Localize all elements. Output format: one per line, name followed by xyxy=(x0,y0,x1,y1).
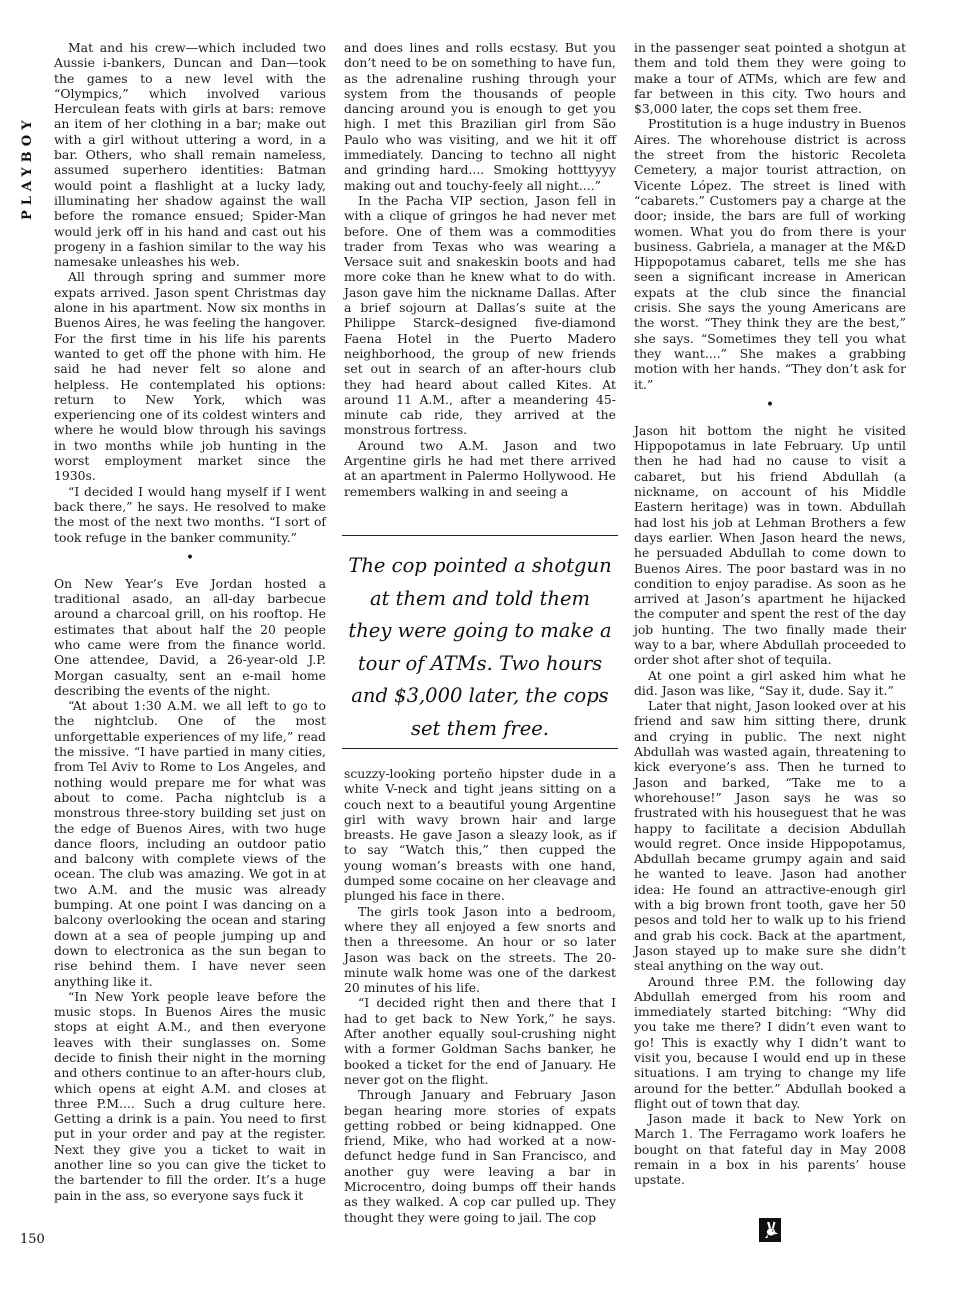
paragraph: In the Pacha VIP section, Jason fell in with a clique of gringos he had never met before. One of them was a commodities trader from Texas who was wearing a Versace suit and snakeskin boots and had more coke than he knew what to do with. Jason gave him the nickname Dallas. After a brief sojourn at Dallas’s suite at the Philippe Starck–designed five-diamond Faena Hotel in the Puerto Madero neighborhood, the group of new friends set out in search of an after-hours club they had heard about called Kites. At around 11 A.M., after a meandering 45-minute cab ride, they arrived at the monstrous fortress. xyxy=(344,192,616,438)
article-column-1 xyxy=(54,40,326,1203)
paragraph: On New Year’s Eve Jordan hosted a traditional asado, an all-day barbecue around a charcoal grill, on his rooftop. He estimates that about half the 20 people who came were from the finance world. One attendee, David, a 26-year-old J.P. Morgan casualty, sent an e-mail home describing the events of the night. xyxy=(54,575,326,698)
section-separator: • xyxy=(185,549,195,566)
article-column-3 xyxy=(634,40,906,1188)
paragraph: Jason made it back to New York on March 1. The Ferragamo work loafers he bought on that fateful day in May 2008 remain in a box in his parents’ house upstate. xyxy=(634,1111,906,1188)
paragraph: At one point a girl asked him what he did. Jason was like, “Say it, dude. Say it.” xyxy=(634,667,906,698)
paragraph: “At about 1:30 A.M. we all left to go to the nightclub. One of the most unforgettable experiences of my life,” read the missive. “I have partied in many cities, from Tel Aviv to Rome to Los Angeles, and nothing would prepare me for what was about to come. Pacha nightclub is a monstrous three-story building set just on the edge of Buenos Aires, with two huge dance floors, including an outdoor patio and balcony with complete views of the ocean. The club was amazing. We got in at two A.M. and the music was already bumping. At one point I was dancing on a balcony overlooking the ocean and staring down at a sea of people jumping up and down to electronica as the sun began to rise behind them. I have never seen anything like it. xyxy=(54,698,326,989)
paragraph: Around three P.M. the following day Abdullah emerged from his room and immediately started bitching: “Why did you take me there? I didn’t even want to go! This is exactly why I didn’t want to visit you, because I would end up in these situations. I am trying to change my life around for the better.” Abdullah booked a flight out of town that day. xyxy=(634,973,906,1111)
paragraph: scuzzy-looking porteño hipster dude in a white V-neck and tight jeans sitting on a couch next to a beautiful young Argentine girl with wavy brown hair and large breasts. He gave Jason a sleazy look, as if to say “Watch this,” then cupped the young woman’s breasts with one hand, dumped some cocaine on her cleavage and plunged his face in there. xyxy=(344,766,616,904)
article-column-2-top xyxy=(344,40,616,499)
paragraph: Later that night, Jason looked over at his friend and saw him sitting there, drunk and crying in public. The next night Abdullah was wasted again, threatening to kick everyone’s ass. Then he turned to Jason and barked, “Take me to a whorehouse!” Jason says he was so frustrated with his houseguest that he was happy to facilitate a decision Abdullah would regret. Once inside Hippopotamus, Abdullah became grumpy again and said he wanted to leave. Jason had another idea: He found an attractive-enough girl with a big brown front tooth, gave her 50 pesos and told her to walk up to his friend and grab his cock. Back at the apartment, Jason stayed up to make sure she didn’t steal anything on the way out. xyxy=(634,698,906,974)
paragraph: The girls took Jason into a bedroom, where they all enjoyed a few snorts and then a threesome. An hour or so later Jason was back on the streets. The 20-minute walk home was one of the darkest 20 minutes of his life. xyxy=(344,903,616,996)
section-separator: • xyxy=(765,396,775,413)
paragraph: Mat and his crew—which included two Aussie i-bankers, Duncan and Dan—took the games to a new level with the “Olympics,” which involved various Herculean feats with girls at bars: remove an item of her clothing in a bar; make out with a girl without uttering a word, in a bar. Others, who shall remain nameless, assumed superhero identities: Batman would point a flashlight at a lucky lady, illuminating her shadow against the wall before the romance ensued; Spider-Man would jerk off in his hand and cast out his progeny in a fashion similar to the way his namesake unleashes his web. xyxy=(54,40,326,270)
magazine-name: PLAYBOY xyxy=(20,115,35,220)
page-number: 150 xyxy=(20,1232,45,1247)
paragraph: “In New York people leave before the music stops. In Buenos Aires the music stops at eight A.M., and then everyone leaves with their sunglasses on. Some decide to finish their night in the morning and others continue to an after-hours club, which opens at eight A.M. and closes at three P.M.... Such a drug culture here. Getting a drink is a pain. You need to first put in your order and pay at the register. Next they give you a ticket to wait in another line so you can give the ticket to the bartender to fill the order. It’s a huge pain in the ass, so everyone says fuck it xyxy=(54,988,326,1203)
paragraph: “I decided right then and there that I had to get back to New York,” he says. After another equally soul-crushing night with a former Goldman Sachs banker, he booked a ticket for the end of January. He never got on the flight. xyxy=(344,995,616,1087)
paragraph: Prostitution is a huge industry in Buenos Aires. The whorehouse district is across the street from the historic Recoleta Cemetery, a major tourist attraction, on Vicente López. The street is lined with “cabarets.” Customers pay a charge at the door; inside, the bars are full of working women. What you do from there is your business. Gabriela, a manager at the M&D Hippopotamus cabaret, tells me she has seen a significant increase in American expats at the club since the financial crisis. She says the young Americans are the worst. “They think they are the best,” she says. “Sometimes they tell you what they want....” She makes a grabbing motion with her hands. “They don’t ask for it.” xyxy=(634,116,906,392)
paragraph: Jason hit bottom the night he visited Hippopotamus in late February. Up until then he had had no cause to visit a cabaret, but his friend Abdullah (a nickname, on account of his Middle Eastern heritage) was in town. Abdullah had lost his job at Lehman Brothers a few days earlier. When Jason heard the news, he persuaded Abdullah to come down to Buenos Aires. The poor bastard was in no condition to enjoy paradise. As soon as he arrived at Jason’s apartment he hijacked the computer and spent the rest of the day job hunting. The two finally made their way to a bar, where Abdullah proceeded to order shot after shot of tequila. xyxy=(634,422,906,668)
paragraph: Around two A.M. Jason and two Argentine girls he had met there arrived at an apartment in Palermo Hollywood. He remembers walking in and seeing a xyxy=(344,437,616,499)
magazine-side-label xyxy=(16,40,40,230)
paragraph: “I decided I would hang myself if I went back there,” he says. He resolved to make the most of the next two months. “I sort of took refuge in the banker community.” xyxy=(54,483,326,545)
paragraph: and does lines and rolls ecstasy. But you don’t need to be on something to have fun, as the adrenaline rushing through your system from the thousands of people dancing around you is enough to get you high. I met this Brazilian girl from São Paulo who was visiting, and we hit it off immediately. Dancing to techno all night and grinding hard.... Smoking hotttyyyy making out and touchy-feely all night....” xyxy=(344,40,616,193)
paragraph: in the passenger seat pointed a shotgun at them and told them they were going to make a tour of ATMs, which are few and far between in this city. Two hours and $3,000 later, the cops set them free. xyxy=(634,40,906,117)
pull-quote: The cop pointed a shotgun at them and told them they were going to make a tour of ATMs. Two hours and $3,000 later, the cops set them free. xyxy=(342,535,618,749)
playboy-bunny-icon xyxy=(759,1218,781,1242)
article-column-2-bottom xyxy=(344,766,616,1225)
paragraph: All through spring and summer more expats arrived. Jason spent Christmas day alone in his apartment. Now six months in Buenos Aires, he was feeling the hangover. For the first time in his life his parents wanted to get off the phone with him. He said he had never felt so alone and helpless. He contemplated his options: return to New York, which was experiencing one of its coldest winters and where he would blow through his savings in two months while job hunting in the worst employment market since the 1930s. xyxy=(54,269,326,484)
paragraph: Through January and February Jason began hearing more stories of expats getting robbed or being kidnapped. One friend, Mike, who had worked at a now-defunct hedge fund in San Francisco, and another guy were leaving a bar in Microcentro, doing bumps off their hands as they walked. A cop car pulled up. They thought they were going to jail. The cop xyxy=(344,1087,616,1225)
